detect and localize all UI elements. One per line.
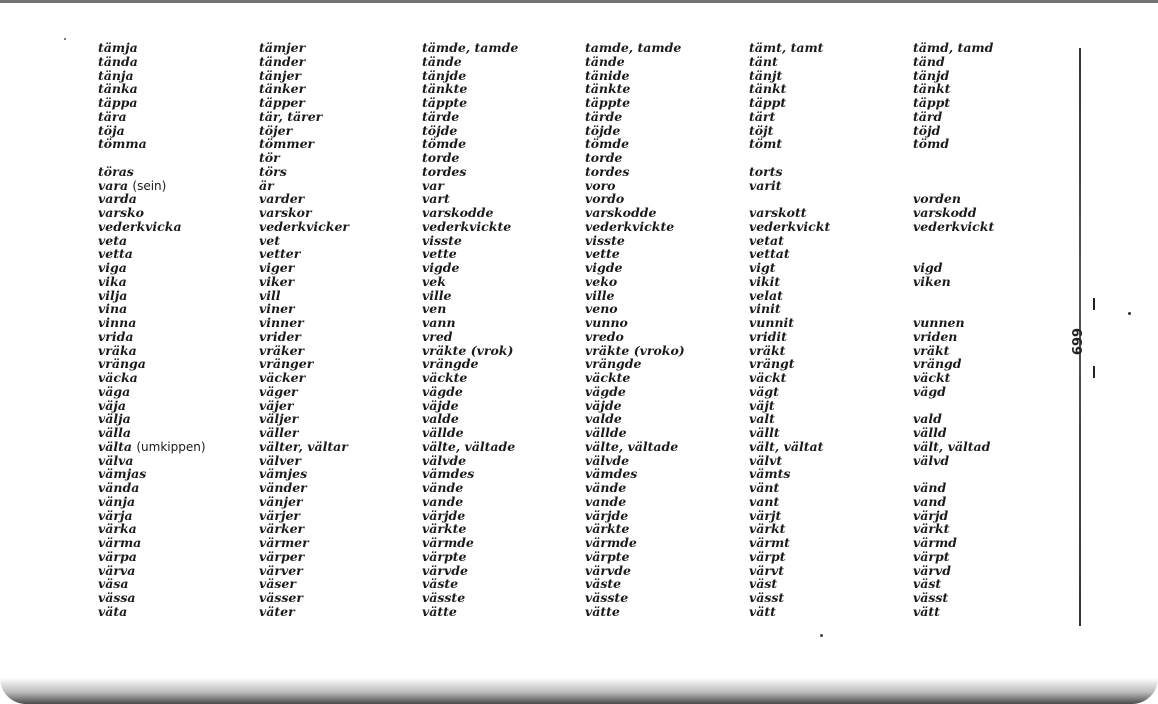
word-entry: tämd, tamd xyxy=(913,40,994,55)
word-entry: vederkvickte xyxy=(585,218,675,234)
word-entry: väckte xyxy=(585,370,631,385)
word-entry: valt xyxy=(749,411,775,427)
word-entry: vämts xyxy=(749,466,791,482)
word-entry: väcker xyxy=(259,370,306,385)
word-entry: vederkvickt xyxy=(749,218,831,234)
word-entry: vriden xyxy=(913,328,958,344)
word-entry: vänd xyxy=(913,480,947,495)
word-entry: vann xyxy=(422,315,456,330)
page-bottom-edge xyxy=(0,678,1158,704)
word-entry: varder xyxy=(259,191,305,207)
word-entry: vätt xyxy=(913,603,940,619)
word-entry: vägde xyxy=(585,383,626,399)
word-entry: tänka xyxy=(98,81,138,97)
word-entry: väser xyxy=(259,576,296,592)
word-entry: vigt xyxy=(749,260,776,275)
word-entry: varskott xyxy=(749,205,807,220)
word-entry: ville xyxy=(422,287,452,303)
word-entry: vikit xyxy=(749,273,781,289)
word-entry: tära xyxy=(98,108,127,124)
word-entry: varit xyxy=(749,177,782,193)
word-entry: vande xyxy=(585,493,627,509)
word-entry: vetta xyxy=(98,246,133,262)
word-entry: vinit xyxy=(749,301,781,317)
word-entry: värver xyxy=(259,562,303,578)
word-entry: välva xyxy=(98,452,134,468)
word-entry: vrida xyxy=(98,328,134,344)
column-infinitive xyxy=(98,41,206,619)
word-entry: vara (sein) xyxy=(98,177,167,193)
word-entry: veko xyxy=(585,273,618,289)
word-entry: varskodde xyxy=(585,205,657,220)
word-entry: vettat xyxy=(749,246,790,262)
word-entry: väckte xyxy=(422,370,468,385)
word-entry: väcka xyxy=(98,370,138,385)
word-entry: vrängt xyxy=(749,356,795,372)
word-entry: törs xyxy=(259,163,287,179)
word-entry: väjde xyxy=(585,397,622,413)
word-entry: vrider xyxy=(259,328,301,344)
column-past xyxy=(422,41,518,619)
word-entry: vordo xyxy=(585,191,625,207)
word-entry: tände xyxy=(585,53,625,69)
word-entry: vet xyxy=(259,232,280,248)
word-entry: välld xyxy=(913,425,947,440)
word-entry: vand xyxy=(913,493,947,509)
word-entry: valde xyxy=(422,411,459,427)
word-entry: väsa xyxy=(98,576,129,592)
word-entry: tämjer xyxy=(259,40,306,55)
word-entry: vända xyxy=(98,480,140,495)
word-entry: värkte xyxy=(422,521,467,537)
word-entry: vunno xyxy=(585,315,628,330)
word-entry: vällde xyxy=(422,425,464,440)
word-entry xyxy=(913,399,994,413)
column-supine xyxy=(749,41,830,619)
word-entry: välvd xyxy=(913,452,950,468)
word-entry: värmd xyxy=(913,535,957,550)
word-entry: värkte xyxy=(585,521,630,537)
word-entry: vätt xyxy=(749,603,776,619)
word-entry: tänder xyxy=(259,53,306,69)
word-entry: velat xyxy=(749,287,783,303)
word-entry: vänjer xyxy=(259,493,303,509)
word-entry: vetter xyxy=(259,246,301,262)
word-entry: väter xyxy=(259,603,295,619)
word-entry: värka xyxy=(98,521,137,537)
word-entry xyxy=(913,234,994,248)
word-entry xyxy=(913,179,994,193)
word-entry: töjer xyxy=(259,122,293,138)
word-entry: tända xyxy=(98,53,138,69)
word-entry: väst xyxy=(913,576,942,592)
word-entry: torde xyxy=(585,150,623,165)
word-entry: väjde xyxy=(422,397,459,413)
word-entry: värvde xyxy=(585,562,631,578)
word-entry: vänt xyxy=(749,480,780,495)
word-entry: vräker xyxy=(259,342,305,358)
word-entry: värpa xyxy=(98,548,137,564)
word-entry: tärde xyxy=(422,108,460,124)
word-entry: värper xyxy=(259,548,305,564)
word-entry: töjt xyxy=(749,122,774,138)
word-entry: vräka xyxy=(98,342,137,358)
word-entry: väja xyxy=(98,397,126,413)
column-past-plural xyxy=(585,41,685,619)
word-entry: vek xyxy=(422,273,446,289)
word-entry: tömt xyxy=(749,136,783,152)
word-entry: vräkt xyxy=(913,342,950,358)
word-entry: täppt xyxy=(749,95,787,110)
word-entry: värvde xyxy=(422,562,468,578)
word-entry: vällde xyxy=(585,425,627,440)
word-entry: ville xyxy=(585,287,615,303)
word-entry: töjde xyxy=(585,122,621,138)
word-entry: väckt xyxy=(913,370,951,385)
word-entry: vederkvickt xyxy=(913,218,995,234)
word-entry: vämdes xyxy=(422,466,475,482)
word-entry: vilja xyxy=(98,287,128,303)
word-entry: vetat xyxy=(749,232,784,248)
word-entry: tömde xyxy=(585,136,630,152)
word-entry: tänkt xyxy=(913,81,951,97)
word-entry: vrängde xyxy=(422,356,479,372)
word-entry xyxy=(913,247,994,261)
word-entry: tänja xyxy=(98,67,134,83)
word-entry: tänker xyxy=(259,81,306,97)
word-entry: vunnen xyxy=(913,315,965,330)
word-entry: tänjde xyxy=(422,67,467,83)
word-entry: tände xyxy=(422,53,462,69)
word-entry: vägd xyxy=(913,383,946,399)
word-entry: tär, tärer xyxy=(259,108,323,124)
word-entry: välte, vältade xyxy=(585,438,679,454)
word-entry: väst xyxy=(749,576,778,592)
word-entry: värkt xyxy=(913,521,950,537)
word-entry xyxy=(913,151,994,165)
word-entry: töras xyxy=(98,163,134,179)
word-entry: tämt, tamt xyxy=(749,40,824,55)
word-entry: tämja xyxy=(98,40,138,55)
word-entry: vald xyxy=(913,411,942,427)
word-entry: tamde, tamde xyxy=(585,40,682,55)
word-entry: voro xyxy=(585,177,616,193)
word-entry: vässte xyxy=(585,590,629,605)
word-entry: tordes xyxy=(422,163,467,179)
word-entry: vällt xyxy=(749,425,780,440)
word-entry: töjde xyxy=(422,122,458,138)
word-entry: varda xyxy=(98,191,137,207)
word-entry: valde xyxy=(585,411,622,427)
word-entry: vässte xyxy=(422,590,466,605)
word-entry: täppte xyxy=(422,95,468,110)
word-entry: vederkvicker xyxy=(259,218,349,234)
word-entry: tänjer xyxy=(259,67,302,83)
word-entry: värjde xyxy=(422,507,466,523)
word-entry: visste xyxy=(585,232,625,248)
word-entry: vinna xyxy=(98,315,137,330)
word-entry: vägt xyxy=(749,383,779,399)
word-entry: vette xyxy=(585,246,620,262)
word-entry: värkt xyxy=(749,521,786,537)
word-entry: värjde xyxy=(585,507,629,523)
word-entry: vred xyxy=(422,328,453,344)
word-entry: välter, vältar xyxy=(259,438,348,454)
word-entry: tömde xyxy=(422,136,467,152)
word-entry: varskodd xyxy=(913,205,977,220)
word-entry: väckt xyxy=(749,370,787,385)
word-entry: viger xyxy=(259,260,295,275)
word-entry: vässt xyxy=(749,590,785,605)
word-entry: tömd xyxy=(913,136,950,152)
word-entry: värma xyxy=(98,535,142,550)
word-entry: vrängde xyxy=(585,356,642,372)
word-entry: vält, vältad xyxy=(913,438,991,454)
word-entry: väste xyxy=(585,576,622,592)
word-entry: välver xyxy=(259,452,301,468)
word-entry: torde xyxy=(422,150,460,165)
word-entry: vunnit xyxy=(749,315,795,330)
word-entry: väta xyxy=(98,603,128,619)
word-entry: väger xyxy=(259,383,298,399)
word-entry xyxy=(913,289,994,303)
word-entry: vigd xyxy=(913,260,943,275)
word-entry: vämdes xyxy=(585,466,638,482)
word-entry: veno xyxy=(585,301,618,317)
word-entry: väller xyxy=(259,425,299,440)
word-entry: vätte xyxy=(585,603,620,619)
word-entry: värmt xyxy=(749,535,790,550)
word-entry: tänkt xyxy=(749,81,787,97)
word-entry: vridit xyxy=(749,328,787,344)
word-entry: vederkvicka xyxy=(98,218,182,234)
word-entry: tänide xyxy=(585,67,630,83)
word-entry: töja xyxy=(98,122,125,138)
word-entry: viner xyxy=(259,301,295,317)
word-entry: vränger xyxy=(259,356,314,372)
word-entry: varskodde xyxy=(422,205,494,220)
word-entry: tärt xyxy=(749,108,776,124)
word-entry: tömmer xyxy=(259,136,315,152)
word-entry: välla xyxy=(98,425,131,440)
word-entry: vässt xyxy=(913,590,949,605)
column-present xyxy=(259,41,349,619)
word-entry: tänd xyxy=(913,53,945,69)
word-entry: var xyxy=(422,177,444,193)
word-entry: vorden xyxy=(913,191,961,207)
word-entry: värpt xyxy=(913,548,950,564)
word-entry: välja xyxy=(98,411,131,427)
word-entry: värvd xyxy=(913,562,951,578)
column-participle xyxy=(913,41,994,619)
word-entry: väga xyxy=(98,383,131,399)
word-entry xyxy=(749,192,830,206)
word-entry: vänja xyxy=(98,493,136,509)
word-entry: vigde xyxy=(422,260,460,275)
word-entry: värva xyxy=(98,562,136,578)
word-entry: värjer xyxy=(259,507,301,523)
word-entry: tömma xyxy=(98,136,147,152)
word-entry: tärde xyxy=(585,108,623,124)
word-entry: värjt xyxy=(749,507,782,523)
word-entry: vräkt xyxy=(749,342,786,358)
word-entry: täpper xyxy=(259,95,305,110)
word-entry xyxy=(749,151,830,165)
word-entry: värmer xyxy=(259,535,309,550)
word-entry: tänjt xyxy=(749,67,783,83)
page-number-dash-bottom xyxy=(1093,366,1095,378)
word-entry: värpte xyxy=(422,548,467,564)
word-entry: vränga xyxy=(98,356,146,372)
page-number: 669 xyxy=(1068,328,1083,356)
speck xyxy=(1128,312,1131,315)
word-entry: tordes xyxy=(585,163,630,179)
word-entry: ven xyxy=(422,301,447,317)
word-entry: töjd xyxy=(913,122,941,138)
word-entry: torts xyxy=(749,163,783,179)
word-entry: värja xyxy=(98,507,133,523)
word-entry: välta (umkippen) xyxy=(98,438,206,454)
word-entry: vände xyxy=(585,480,627,495)
word-entry: vält, vältat xyxy=(749,438,824,454)
word-entry: vredo xyxy=(585,328,624,344)
word-entry: vände xyxy=(422,480,464,495)
word-entry: värmde xyxy=(422,535,474,550)
word-entry: väjer xyxy=(259,397,294,413)
word-entry: välte, vältade xyxy=(422,438,516,454)
word-entry: väste xyxy=(422,576,459,592)
word-entry: vigde xyxy=(585,260,623,275)
word-entry: varsko xyxy=(98,205,144,220)
word-entry: väljer xyxy=(259,411,299,427)
word-entry: vill xyxy=(259,287,281,303)
word-entry: tänjd xyxy=(913,67,950,83)
word-entry: välvt xyxy=(749,452,783,468)
word-entry: vässer xyxy=(259,590,303,605)
word-entry: välvde xyxy=(585,452,630,468)
word-entry: vämjas xyxy=(98,466,147,482)
word-entry: värpt xyxy=(749,548,786,564)
word-entry: viga xyxy=(98,260,127,275)
speck xyxy=(64,38,66,40)
word-entry: värker xyxy=(259,521,305,537)
word-entry: vämjes xyxy=(259,466,308,482)
word-entry: tärd xyxy=(913,108,943,124)
word-entry xyxy=(913,165,994,179)
word-entry: vederkvickte xyxy=(422,218,512,234)
word-entry: tänt xyxy=(749,53,778,69)
word-entry: vräkte (vrok) xyxy=(422,342,514,358)
word-entry: tämde, tamde xyxy=(422,40,519,55)
word-entry: är xyxy=(259,177,274,193)
word-entry xyxy=(98,151,206,165)
word-entry: täppt xyxy=(913,95,951,110)
word-entry: viken xyxy=(913,273,951,289)
word-entry: vässa xyxy=(98,590,136,605)
page-top-edge xyxy=(0,0,1158,3)
word-entry: väjt xyxy=(749,397,775,413)
word-entry: vina xyxy=(98,301,128,317)
word-entry: visste xyxy=(422,232,462,248)
word-entry: vant xyxy=(749,493,780,509)
word-entry: tänkte xyxy=(422,81,468,97)
word-entry xyxy=(913,467,994,481)
word-entry: vande xyxy=(422,493,464,509)
word-entry: varskor xyxy=(259,205,312,220)
word-entry: värvt xyxy=(749,562,784,578)
word-entry: vette xyxy=(422,246,457,262)
word-entry: täppte xyxy=(585,95,631,110)
word-entry: vräkte (vroko) xyxy=(585,342,685,358)
word-entry xyxy=(913,302,994,316)
word-entry: vrängd xyxy=(913,356,962,372)
word-entry: vätte xyxy=(422,603,457,619)
word-entry: tänkte xyxy=(585,81,631,97)
word-entry: veta xyxy=(98,232,128,248)
word-entry: vägde xyxy=(422,383,463,399)
word-entry: vika xyxy=(98,273,127,289)
word-entry: vart xyxy=(422,191,450,207)
word-entry: värpte xyxy=(585,548,630,564)
word-entry: tör xyxy=(259,150,280,165)
word-entry: vinner xyxy=(259,315,304,330)
word-entry: viker xyxy=(259,273,295,289)
word-entry: värmde xyxy=(585,535,637,550)
page-number-dash-top xyxy=(1093,298,1095,310)
word-entry: värjd xyxy=(913,507,949,523)
word-entry: täppa xyxy=(98,95,138,110)
word-entry: välvde xyxy=(422,452,467,468)
speck xyxy=(820,634,823,637)
word-entry: vänder xyxy=(259,480,307,495)
